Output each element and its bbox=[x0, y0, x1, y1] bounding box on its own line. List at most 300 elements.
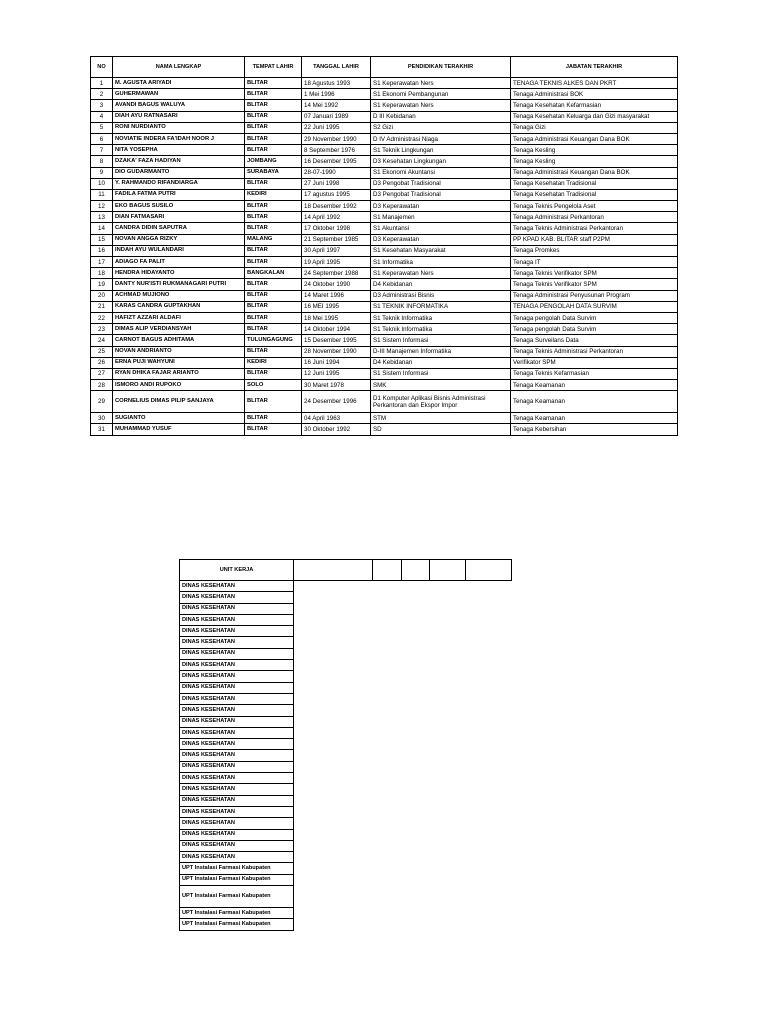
cell-jabatan-terakhir: PP KPAD KAB. BLITAR staff P2PM bbox=[511, 234, 678, 245]
cell-tanggal-lahir: 17 agustus 1995 bbox=[302, 189, 371, 200]
list-item bbox=[180, 829, 586, 840]
cell-tempat-lahir: JOMBANG bbox=[245, 156, 302, 167]
cell-empty bbox=[294, 637, 373, 648]
list-item bbox=[180, 773, 586, 784]
cell-empty bbox=[294, 840, 373, 851]
list-item bbox=[180, 637, 586, 648]
cell-no: 16 bbox=[91, 245, 113, 256]
cell-tempat-lahir: MALANG bbox=[245, 234, 302, 245]
cell-unit-kerja: DINAS KESEHATAN bbox=[180, 852, 294, 863]
cell-empty bbox=[294, 829, 373, 840]
cell-empty bbox=[294, 716, 373, 727]
list-item bbox=[180, 919, 586, 930]
table-row bbox=[91, 212, 678, 223]
cell-tanggal-lahir: 18 Desember 1992 bbox=[302, 201, 371, 212]
cell-jabatan-terakhir: Tenaga Promkes bbox=[511, 245, 678, 256]
cell-jabatan-terakhir: Tenaga Administrasi Perkantoran bbox=[511, 212, 678, 223]
cell-jabatan-terakhir: Tenaga Teknis Pengelola Aset bbox=[511, 201, 678, 212]
cell-nama-lengkap: AVANDI BAGUS WALUYA bbox=[113, 100, 245, 111]
cell-pendidikan-terakhir: D3 Keperawatan bbox=[371, 201, 511, 212]
cell-unit-kerja: DINAS KESEHATAN bbox=[180, 592, 294, 603]
cell-tanggal-lahir: 24 Oktober 1990 bbox=[302, 279, 371, 290]
cell-jabatan-terakhir: Tenaga Keamanan bbox=[511, 380, 678, 391]
cell-jabatan-terakhir: Tenaga Kesehatan Tradisional bbox=[511, 178, 678, 189]
cell-no: 22 bbox=[91, 312, 113, 323]
cell-jabatan-terakhir: Tenaga Teknis Verifikator SPM bbox=[511, 268, 678, 279]
table-row bbox=[91, 346, 678, 357]
cell-tempat-lahir: BANGKALAN bbox=[245, 268, 302, 279]
table-row bbox=[91, 268, 678, 279]
cell-pendidikan-terakhir: S1 Ekonomi Pembangunan bbox=[371, 89, 511, 100]
cell-unit-kerja: DINAS KESEHATAN bbox=[180, 626, 294, 637]
cell-empty bbox=[294, 874, 373, 885]
cell-unit-kerja: DINAS KESEHATAN bbox=[180, 671, 294, 682]
cell-nama-lengkap: INDAH AYU WULANDARI bbox=[113, 245, 245, 256]
cell-empty bbox=[294, 592, 373, 603]
cell-tempat-lahir: BLITAR bbox=[245, 78, 302, 89]
cell-unit-kerja: DINAS KESEHATAN bbox=[180, 761, 294, 772]
cell-unit-kerja: DINAS KESEHATAN bbox=[180, 637, 294, 648]
cell-empty bbox=[294, 795, 373, 806]
cell-jabatan-terakhir: Tenaga Gizi bbox=[511, 122, 678, 133]
cell-unit-kerja: DINAS KESEHATAN bbox=[180, 716, 294, 727]
cell-nama-lengkap: M. AGUSTA ARIYADI bbox=[113, 78, 245, 89]
cell-empty bbox=[294, 919, 373, 930]
table-row bbox=[91, 111, 678, 122]
table-row bbox=[91, 145, 678, 156]
table-row bbox=[91, 245, 678, 256]
cell-tanggal-lahir: 30 April 1997 bbox=[302, 245, 371, 256]
cell-nama-lengkap: RYAN DHIKA FAJAR ARIANTO bbox=[113, 368, 245, 379]
list-item bbox=[180, 716, 586, 727]
table-row bbox=[91, 122, 678, 133]
cell-no: 24 bbox=[91, 335, 113, 346]
cell-unit-kerja: UPT Instalasi Farmasi Kabupaten bbox=[180, 908, 294, 919]
list-item bbox=[180, 750, 586, 761]
cell-jabatan-terakhir: Tenaga IT bbox=[511, 257, 678, 268]
header-nama-lengkap: NAMA LENGKAP bbox=[113, 57, 245, 78]
cell-no: 9 bbox=[91, 167, 113, 178]
cell-nama-lengkap: CARNOT BAGUS ADHITAMA bbox=[113, 335, 245, 346]
header-empty-cell bbox=[430, 560, 466, 581]
list-item bbox=[180, 614, 586, 625]
cell-jabatan-terakhir: Tenaga Teknis Verifikator SPM bbox=[511, 279, 678, 290]
cell-no: 29 bbox=[91, 391, 113, 413]
cell-tanggal-lahir: 24 Desember 1996 bbox=[302, 391, 371, 413]
cell-no: 25 bbox=[91, 346, 113, 357]
cell-no: 2 bbox=[91, 89, 113, 100]
cell-no: 23 bbox=[91, 324, 113, 335]
cell-tanggal-lahir: 17 Oktober 1998 bbox=[302, 223, 371, 234]
table-row bbox=[91, 324, 678, 335]
cell-unit-kerja: UPT Instalasi Farmasi Kabupaten bbox=[180, 919, 294, 930]
cell-pendidikan-terakhir: S1 TEKNIK INFORMATIKA bbox=[371, 301, 511, 312]
cell-tempat-lahir: BLITAR bbox=[245, 201, 302, 212]
cell-tempat-lahir: BLITAR bbox=[245, 212, 302, 223]
cell-jabatan-terakhir: Tenaga Keamanan bbox=[511, 391, 678, 413]
cell-nama-lengkap: ERNA PUJI WAHYUNI bbox=[113, 357, 245, 368]
cell-unit-kerja: DINAS KESEHATAN bbox=[180, 581, 294, 592]
cell-nama-lengkap: KARAS CANDRA GUPTAKHAN bbox=[113, 301, 245, 312]
cell-jabatan-terakhir: Tenaga Kesehatan Tradisional bbox=[511, 189, 678, 200]
cell-pendidikan-terakhir: S1 Sistem Informasi bbox=[371, 368, 511, 379]
header-tempat-lahir: TEMPAT LAHIR bbox=[245, 57, 302, 78]
cell-nama-lengkap: ISMORO ANDI RUPOKO bbox=[113, 380, 245, 391]
list-item bbox=[180, 626, 586, 637]
header-pendidikan-terakhir: PENDIDIKAN TERAKHIR bbox=[371, 57, 511, 78]
table-row bbox=[91, 335, 678, 346]
cell-unit-kerja: DINAS KESEHATAN bbox=[180, 648, 294, 659]
list-item bbox=[180, 581, 586, 592]
table-row bbox=[91, 257, 678, 268]
cell-jabatan-terakhir: TENAGA TEKNIS ALKES DAN PKRT bbox=[511, 78, 678, 89]
cell-tanggal-lahir: 16 MEI 1995 bbox=[302, 301, 371, 312]
cell-unit-kerja: DINAS KESEHATAN bbox=[180, 840, 294, 851]
list-item bbox=[180, 739, 586, 750]
table-row bbox=[91, 290, 678, 301]
cell-empty bbox=[294, 705, 373, 716]
cell-pendidikan-terakhir: D3 Pengobat Tradisional bbox=[371, 189, 511, 200]
cell-tempat-lahir: BLITAR bbox=[245, 89, 302, 100]
cell-unit-kerja: DINAS KESEHATAN bbox=[180, 739, 294, 750]
cell-tempat-lahir: BLITAR bbox=[245, 324, 302, 335]
list-item bbox=[180, 603, 586, 614]
cell-empty bbox=[294, 908, 373, 919]
cell-empty bbox=[294, 581, 373, 592]
cell-pendidikan-terakhir: S1 Keperawatan Ners bbox=[371, 100, 511, 111]
cell-tanggal-lahir: 30 Oktober 1992 bbox=[302, 424, 371, 435]
cell-tanggal-lahir: 16 Desember 1995 bbox=[302, 156, 371, 167]
cell-no: 27 bbox=[91, 368, 113, 379]
cell-tanggal-lahir: 07 Januari 1989 bbox=[302, 111, 371, 122]
cell-nama-lengkap: DIO GUDARMANTO bbox=[113, 167, 245, 178]
cell-tanggal-lahir: 24 September 1988 bbox=[302, 268, 371, 279]
list-item bbox=[180, 784, 586, 795]
header-empty-cell bbox=[373, 560, 402, 581]
cell-pendidikan-terakhir: D4 Kebidanan bbox=[371, 357, 511, 368]
cell-tempat-lahir: BLITAR bbox=[245, 257, 302, 268]
cell-no: 4 bbox=[91, 111, 113, 122]
cell-tanggal-lahir: 22 Juni 1995 bbox=[302, 122, 371, 133]
cell-tempat-lahir: BLITAR bbox=[245, 290, 302, 301]
cell-no: 1 bbox=[91, 78, 113, 89]
table-row bbox=[91, 156, 678, 167]
cell-tanggal-lahir: 15 Desember 1995 bbox=[302, 335, 371, 346]
cell-empty bbox=[294, 626, 373, 637]
cell-nama-lengkap: NOVIATIE INDERA FA'IDAH NOOR J bbox=[113, 133, 245, 144]
cell-tempat-lahir: BLITAR bbox=[245, 301, 302, 312]
cell-tempat-lahir: BLITAR bbox=[245, 145, 302, 156]
list-item bbox=[180, 852, 586, 863]
list-item bbox=[180, 806, 586, 817]
cell-tempat-lahir: BLITAR bbox=[245, 391, 302, 413]
cell-unit-kerja: DINAS KESEHATAN bbox=[180, 829, 294, 840]
cell-tanggal-lahir: 14 April 1992 bbox=[302, 212, 371, 223]
cell-unit-kerja: UPT Instalasi Farmasi Kabupaten bbox=[180, 886, 294, 908]
cell-no: 30 bbox=[91, 413, 113, 424]
cell-no: 20 bbox=[91, 290, 113, 301]
cell-pendidikan-terakhir: D1 Komputer Aplikasi Bisnis Administrasi Perkantoran dan Ekspor Impor bbox=[371, 391, 511, 413]
cell-pendidikan-terakhir: D-III Manajemen Informatika bbox=[371, 346, 511, 357]
list-item bbox=[180, 908, 586, 919]
cell-tempat-lahir: BLITAR bbox=[245, 413, 302, 424]
table-row bbox=[91, 301, 678, 312]
cell-nama-lengkap: ACHMAD MUJIONO bbox=[113, 290, 245, 301]
list-item bbox=[180, 795, 586, 806]
cell-unit-kerja: DINAS KESEHATAN bbox=[180, 727, 294, 738]
table-row bbox=[91, 100, 678, 111]
cell-tempat-lahir: BLITAR bbox=[245, 133, 302, 144]
cell-no: 7 bbox=[91, 145, 113, 156]
cell-tempat-lahir: KEDIRI bbox=[245, 357, 302, 368]
cell-tanggal-lahir: 21 September 1985 bbox=[302, 234, 371, 245]
cell-tempat-lahir: BLITAR bbox=[245, 424, 302, 435]
cell-empty bbox=[294, 603, 373, 614]
header-empty-cell bbox=[402, 560, 430, 581]
cell-tanggal-lahir: 28-07-1990 bbox=[302, 167, 371, 178]
cell-nama-lengkap: DIAN FATMASARI bbox=[113, 212, 245, 223]
cell-jabatan-terakhir: Tenaga Kesling bbox=[511, 156, 678, 167]
cell-no: 13 bbox=[91, 212, 113, 223]
cell-tempat-lahir: BLITAR bbox=[245, 122, 302, 133]
cell-nama-lengkap: HAFIZT AZZARI ALDAFI bbox=[113, 312, 245, 323]
cell-tanggal-lahir: 14 Mei 1992 bbox=[302, 100, 371, 111]
cell-tempat-lahir: SURABAYA bbox=[245, 167, 302, 178]
cell-pendidikan-terakhir: D3 Keperawatan bbox=[371, 234, 511, 245]
cell-empty bbox=[294, 886, 373, 908]
cell-no: 17 bbox=[91, 257, 113, 268]
table-row bbox=[91, 234, 678, 245]
cell-unit-kerja: DINAS KESEHATAN bbox=[180, 773, 294, 784]
table-row bbox=[91, 279, 678, 290]
cell-tempat-lahir: BLITAR bbox=[245, 178, 302, 189]
table-row bbox=[91, 133, 678, 144]
cell-pendidikan-terakhir: S1 Keperawatan Ners bbox=[371, 268, 511, 279]
cell-no: 11 bbox=[91, 189, 113, 200]
list-item bbox=[180, 761, 586, 772]
cell-tanggal-lahir: 14 Oktober 1994 bbox=[302, 324, 371, 335]
cell-jabatan-terakhir: Tenaga Administrasi BOK bbox=[511, 89, 678, 100]
cell-pendidikan-terakhir: D III Kebidanan bbox=[371, 111, 511, 122]
cell-tanggal-lahir: 19 April 1995 bbox=[302, 257, 371, 268]
cell-empty bbox=[294, 761, 373, 772]
cell-empty bbox=[294, 750, 373, 761]
list-item bbox=[180, 886, 586, 908]
cell-jabatan-terakhir: Tenaga Teknis Administrasi Perkantoran bbox=[511, 346, 678, 357]
cell-tempat-lahir: BLITAR bbox=[245, 100, 302, 111]
table-row bbox=[91, 223, 678, 234]
cell-no: 14 bbox=[91, 223, 113, 234]
cell-tempat-lahir: BLITAR bbox=[245, 312, 302, 323]
cell-empty bbox=[294, 660, 373, 671]
cell-pendidikan-terakhir: S1 Informatika bbox=[371, 257, 511, 268]
cell-nama-lengkap: RONI NURDIANTO bbox=[113, 122, 245, 133]
cell-pendidikan-terakhir: S1 Teknik Informatika bbox=[371, 324, 511, 335]
cell-empty bbox=[294, 671, 373, 682]
cell-nama-lengkap: HENDRA HIDAYANTO bbox=[113, 268, 245, 279]
cell-no: 21 bbox=[91, 301, 113, 312]
cell-nama-lengkap: DZAKA' FAZA HADIYAN bbox=[113, 156, 245, 167]
cell-jabatan-terakhir: Tenaga Kesehatan Keluarga dan Gizi masyarakat bbox=[511, 111, 678, 122]
cell-tanggal-lahir: 30 Maret 1978 bbox=[302, 380, 371, 391]
cell-nama-lengkap: MUHAMMAD YUSUF bbox=[113, 424, 245, 435]
cell-nama-lengkap: DIMAS ALIP VERDIANSYAH bbox=[113, 324, 245, 335]
cell-jabatan-terakhir: Tenaga Keamanan bbox=[511, 413, 678, 424]
cell-pendidikan-terakhir: STM bbox=[371, 413, 511, 424]
cell-tanggal-lahir: 8 September 1976 bbox=[302, 145, 371, 156]
cell-tempat-lahir: BLITAR bbox=[245, 111, 302, 122]
table-row bbox=[91, 424, 678, 435]
cell-tanggal-lahir: 28 November 1990 bbox=[302, 346, 371, 357]
cell-tempat-lahir: SOLO bbox=[245, 380, 302, 391]
cell-nama-lengkap: ADIAGO FA PALIT bbox=[113, 257, 245, 268]
unit-header-row bbox=[180, 560, 586, 581]
cell-pendidikan-terakhir: S1 Teknik Lingkungan bbox=[371, 145, 511, 156]
cell-tanggal-lahir: 12 Juni 1995 bbox=[302, 368, 371, 379]
cell-jabatan-terakhir: Tenaga Administrasi Keuangan Dana BOK bbox=[511, 167, 678, 178]
table-row bbox=[91, 201, 678, 212]
cell-no: 5 bbox=[91, 122, 113, 133]
cell-jabatan-terakhir: Verifikator SPM bbox=[511, 357, 678, 368]
cell-pendidikan-terakhir: S1 Akuntansi bbox=[371, 223, 511, 234]
cell-pendidikan-terakhir: S1 Kesehatan Masyarakat bbox=[371, 245, 511, 256]
cell-unit-kerja: DINAS KESEHATAN bbox=[180, 806, 294, 817]
cell-tanggal-lahir: 1 Mei 1996 bbox=[302, 89, 371, 100]
list-item bbox=[180, 648, 586, 659]
cell-pendidikan-terakhir: D3 Administrasi Bisnis bbox=[371, 290, 511, 301]
header-no: NO bbox=[91, 57, 113, 78]
table-row bbox=[91, 357, 678, 368]
list-item bbox=[180, 693, 586, 704]
cell-unit-kerja: DINAS KESEHATAN bbox=[180, 693, 294, 704]
cell-pendidikan-terakhir: D4 Kebidanan bbox=[371, 279, 511, 290]
cell-nama-lengkap: CORNELIUS DIMAS PILIP SANJAYA bbox=[113, 391, 245, 413]
cell-nama-lengkap: NOVAN ANGGA RIZKY bbox=[113, 234, 245, 245]
cell-tempat-lahir: BLITAR bbox=[245, 346, 302, 357]
list-item bbox=[180, 863, 586, 874]
cell-nama-lengkap: DIAH AYU RATNASARI bbox=[113, 111, 245, 122]
cell-no: 18 bbox=[91, 268, 113, 279]
list-item bbox=[180, 671, 586, 682]
cell-jabatan-terakhir: Tenaga Surveilans Data bbox=[511, 335, 678, 346]
cell-nama-lengkap: DANTY NUR'ISTI RUKMANAGARI PUTRI bbox=[113, 279, 245, 290]
list-item bbox=[180, 592, 586, 603]
cell-empty bbox=[294, 852, 373, 863]
cell-unit-kerja: UPT Instalasi Farmasi Kabupaten bbox=[180, 863, 294, 874]
cell-jabatan-terakhir: Tenaga Kesehatan Kefarmasian bbox=[511, 100, 678, 111]
cell-empty bbox=[294, 818, 373, 829]
cell-jabatan-terakhir: Tenaga pengolah Data Survim bbox=[511, 312, 678, 323]
table-row bbox=[91, 189, 678, 200]
cell-empty bbox=[294, 863, 373, 874]
cell-no: 31 bbox=[91, 424, 113, 435]
cell-pendidikan-terakhir: S1 Teknik Informatika bbox=[371, 312, 511, 323]
header-row bbox=[91, 57, 678, 78]
cell-pendidikan-terakhir: D3 Pengobat Tradisional bbox=[371, 178, 511, 189]
cell-pendidikan-terakhir: S1 Keperawatan Ners bbox=[371, 78, 511, 89]
cell-jabatan-terakhir: Tenaga Kebersihan bbox=[511, 424, 678, 435]
cell-no: 8 bbox=[91, 156, 113, 167]
cell-tempat-lahir: BLITAR bbox=[245, 279, 302, 290]
cell-no: 6 bbox=[91, 133, 113, 144]
cell-pendidikan-terakhir: SD bbox=[371, 424, 511, 435]
table-row bbox=[91, 380, 678, 391]
list-item bbox=[180, 660, 586, 671]
header-empty-cell bbox=[294, 560, 373, 581]
cell-pendidikan-terakhir: D IV Administrasi Niaga bbox=[371, 133, 511, 144]
cell-no: 3 bbox=[91, 100, 113, 111]
cell-tanggal-lahir: 27 Juni 1998 bbox=[302, 178, 371, 189]
cell-pendidikan-terakhir: SMK bbox=[371, 380, 511, 391]
cell-tanggal-lahir: 29 November 1990 bbox=[302, 133, 371, 144]
cell-unit-kerja: DINAS KESEHATAN bbox=[180, 795, 294, 806]
cell-pendidikan-terakhir: S1 Ekonomi Akuntansi bbox=[371, 167, 511, 178]
cell-jabatan-terakhir: Tenaga Administrasi Penyusunan Program bbox=[511, 290, 678, 301]
cell-empty bbox=[294, 784, 373, 795]
cell-nama-lengkap: EKO BAGUS SUSILO bbox=[113, 201, 245, 212]
cell-pendidikan-terakhir: S1 Manajemen bbox=[371, 212, 511, 223]
cell-empty bbox=[294, 693, 373, 704]
table-row bbox=[91, 391, 678, 413]
cell-tempat-lahir: BLITAR bbox=[245, 368, 302, 379]
cell-nama-lengkap: FADILA FATMA PUTRI bbox=[113, 189, 245, 200]
cell-empty bbox=[294, 773, 373, 784]
cell-unit-kerja: DINAS KESEHATAN bbox=[180, 614, 294, 625]
table-row bbox=[91, 413, 678, 424]
cell-unit-kerja: UPT Instalasi Farmasi Kabupaten bbox=[180, 874, 294, 885]
cell-no: 15 bbox=[91, 234, 113, 245]
list-item bbox=[180, 818, 586, 829]
unit-kerja-table bbox=[179, 559, 586, 931]
cell-unit-kerja: DINAS KESEHATAN bbox=[180, 784, 294, 795]
cell-jabatan-terakhir: Tenaga Teknis Kefarmasian bbox=[511, 368, 678, 379]
cell-tempat-lahir: BLITAR bbox=[245, 245, 302, 256]
cell-tanggal-lahir: 04 April 1963 bbox=[302, 413, 371, 424]
cell-jabatan-terakhir: TENAGA PENGOLAH DATA SURVIM bbox=[511, 301, 678, 312]
cell-no: 26 bbox=[91, 357, 113, 368]
table-row bbox=[91, 312, 678, 323]
cell-nama-lengkap: CANDRA DIDIN SAPUTRA bbox=[113, 223, 245, 234]
cell-unit-kerja: DINAS KESEHATAN bbox=[180, 660, 294, 671]
cell-empty bbox=[294, 648, 373, 659]
header-blank-cell bbox=[512, 560, 586, 581]
list-item bbox=[180, 682, 586, 693]
employee-table bbox=[90, 56, 678, 436]
cell-empty bbox=[294, 727, 373, 738]
list-item bbox=[180, 874, 586, 885]
header-unit-kerja: UNIT KERJA bbox=[180, 560, 294, 581]
cell-pendidikan-terakhir: S2 Gizi bbox=[371, 122, 511, 133]
cell-pendidikan-terakhir: D3 Kesehatan Lingkungan bbox=[371, 156, 511, 167]
table-row bbox=[91, 167, 678, 178]
cell-tanggal-lahir: 18 Agustus 1993 bbox=[302, 78, 371, 89]
cell-unit-kerja: DINAS KESEHATAN bbox=[180, 750, 294, 761]
cell-no: 10 bbox=[91, 178, 113, 189]
cell-empty bbox=[294, 806, 373, 817]
cell-tanggal-lahir: 18 Mei 1995 bbox=[302, 312, 371, 323]
list-item bbox=[180, 727, 586, 738]
cell-tempat-lahir: BLITAR bbox=[245, 223, 302, 234]
cell-tempat-lahir: KEDIRI bbox=[245, 189, 302, 200]
cell-jabatan-terakhir: Tenaga pengolah Data Survim bbox=[511, 324, 678, 335]
cell-unit-kerja: DINAS KESEHATAN bbox=[180, 705, 294, 716]
cell-empty bbox=[294, 614, 373, 625]
cell-tanggal-lahir: 16 Juni 1994 bbox=[302, 357, 371, 368]
cell-jabatan-terakhir: Tenaga Administrasi Keuangan Dana BOK bbox=[511, 133, 678, 144]
cell-empty bbox=[294, 739, 373, 750]
header-empty-cell bbox=[466, 560, 512, 581]
cell-tempat-lahir: TULUNGAGUNG bbox=[245, 335, 302, 346]
